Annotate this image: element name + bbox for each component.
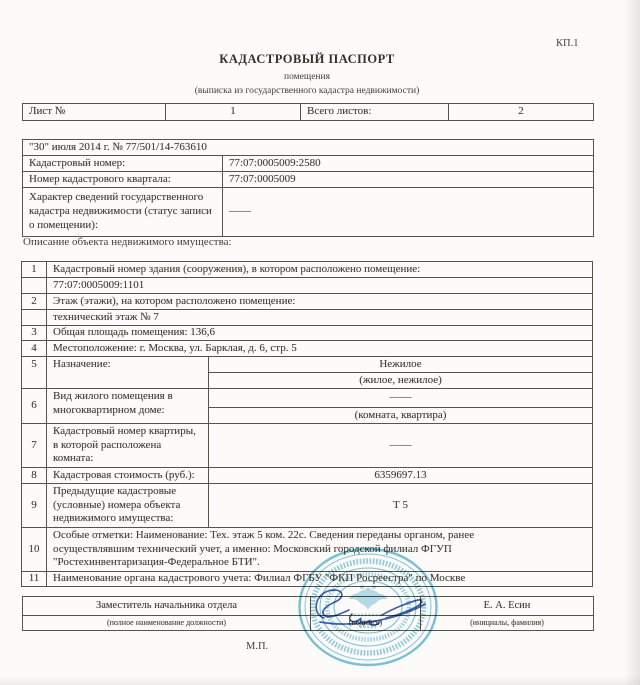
row-number: 1	[22, 262, 47, 278]
table-row	[22, 310, 593, 326]
form-code: КП.1	[556, 38, 579, 49]
table-row	[23, 188, 594, 237]
table-row	[22, 468, 593, 484]
total-area: Общая площадь помещения: 136,6	[47, 326, 593, 341]
seal-place-label: М.П.	[246, 641, 269, 652]
row-number: 6	[22, 389, 47, 424]
scan-edge-shading	[0, 675, 640, 685]
table-row	[23, 104, 594, 121]
sheet-label: Лист №	[23, 104, 166, 121]
location: Местоположение: г. Москва, ул. Барклая, д. 6, стр. 5	[47, 341, 593, 357]
table-row	[23, 616, 594, 631]
purpose-caption: (жилое, нежилое)	[209, 373, 593, 389]
object-description-table	[21, 261, 593, 587]
total-sheets-number: 2	[449, 104, 594, 121]
sheet-number: 1	[166, 104, 301, 121]
name-caption: (инициалы, фамилия)	[421, 616, 594, 631]
row-number	[22, 278, 47, 294]
row-number: 5	[22, 357, 47, 389]
page-title: КАДАСТРОВЫЙ ПАСПОРТ	[219, 52, 395, 66]
scan-edge-shading	[624, 0, 640, 685]
cadastral-number-label: Кадастровый номер:	[23, 156, 223, 172]
registration-table	[22, 139, 594, 237]
table-row	[22, 341, 593, 357]
row-number: 7	[22, 424, 47, 468]
official-name: Е. А. Есин	[421, 597, 594, 616]
signature-caption: (подпись)	[311, 616, 421, 631]
building-number-value: 77:07:0005009:1101	[47, 278, 593, 294]
table-row	[22, 424, 593, 468]
page-subtitle: помещения	[284, 72, 330, 82]
table-row	[23, 140, 594, 156]
table-row	[22, 294, 593, 310]
apartment-number-value: ——	[209, 424, 593, 468]
table-row	[22, 262, 593, 278]
table-row	[22, 389, 593, 408]
floor-value: технический этаж № 7	[47, 310, 593, 326]
position-caption: (полное наименование должности)	[23, 616, 311, 631]
quarter-number-label: Номер кадастрового квартала:	[23, 172, 223, 188]
date-line: "30" июля 2014 г. № 77/501/14-763610	[23, 140, 594, 156]
table-row	[22, 326, 593, 341]
table-row	[23, 597, 594, 616]
total-sheets-label: Всего листов:	[301, 104, 449, 121]
table-row	[22, 572, 593, 587]
signature-table	[22, 596, 594, 631]
cadastral-value-label: Кадастровая стоимость (руб.):	[47, 468, 209, 484]
row-number: 10	[22, 528, 47, 572]
row-number: 11	[22, 572, 47, 587]
building-number-label: Кадастровый номер здания (сооружения), в котором расположено помещение:	[47, 262, 593, 278]
floor-label: Этаж (этажи), на котором расположено помещение:	[47, 294, 593, 310]
apartment-number-label: Кадастровый номер квартиры, в которой расположена комната:	[47, 424, 209, 468]
dwelling-type-value: ——	[209, 389, 593, 408]
page-note: (выписка из государственного кадастра недвижимости)	[194, 86, 420, 96]
purpose-label: Назначение:	[47, 357, 209, 389]
row-number: 9	[22, 484, 47, 528]
dwelling-type-label: Вид жилого помещения в многоквартирном доме:	[47, 389, 209, 424]
cadastral-number-value: 77:07:0005009:2580	[223, 156, 594, 172]
record-status-value: ——	[223, 188, 594, 237]
table-row	[23, 156, 594, 172]
registration-authority: Наименование органа кадастрового учета: Филиал ФГБУ "ФКП Росреестра" по Москве	[47, 572, 593, 587]
table-row	[23, 172, 594, 188]
cadastral-value-value: 6359697.13	[209, 468, 593, 484]
table-row	[22, 278, 593, 294]
official-position: Заместитель начальника отдела	[23, 597, 311, 616]
table-row	[22, 357, 593, 373]
special-notes: Особые отметки: Наименование: Тех. этаж 5 ком. 22с. Сведения переданы органом, ранее осуществлявшим технический учет, а именно: Московский городской филиал ФГУП "Ростехинвентаризация-Федеральное БТИ".	[47, 528, 593, 572]
row-number: 4	[22, 341, 47, 357]
record-status-label: Характер сведений государственного кадастра недвижимости (статус записи о помещении):	[23, 188, 223, 237]
signature-cell	[311, 597, 421, 616]
previous-numbers-value: Т 5	[209, 484, 593, 528]
row-number: 2	[22, 294, 47, 310]
quarter-number-value: 77:07:0005009	[223, 172, 594, 188]
table-row	[22, 484, 593, 528]
dwelling-type-caption: (комната, квартира)	[209, 408, 593, 424]
sheet-table	[22, 103, 594, 121]
purpose-value: Нежилое	[209, 357, 593, 373]
description-heading: Описание объекта недвижимого имущества:	[23, 236, 232, 248]
previous-numbers-label: Предыдущие кадастровые (условные) номера объекта недвижимого имущества:	[47, 484, 209, 528]
row-number	[22, 310, 47, 326]
table-row	[22, 528, 593, 572]
row-number: 3	[22, 326, 47, 341]
row-number: 8	[22, 468, 47, 484]
